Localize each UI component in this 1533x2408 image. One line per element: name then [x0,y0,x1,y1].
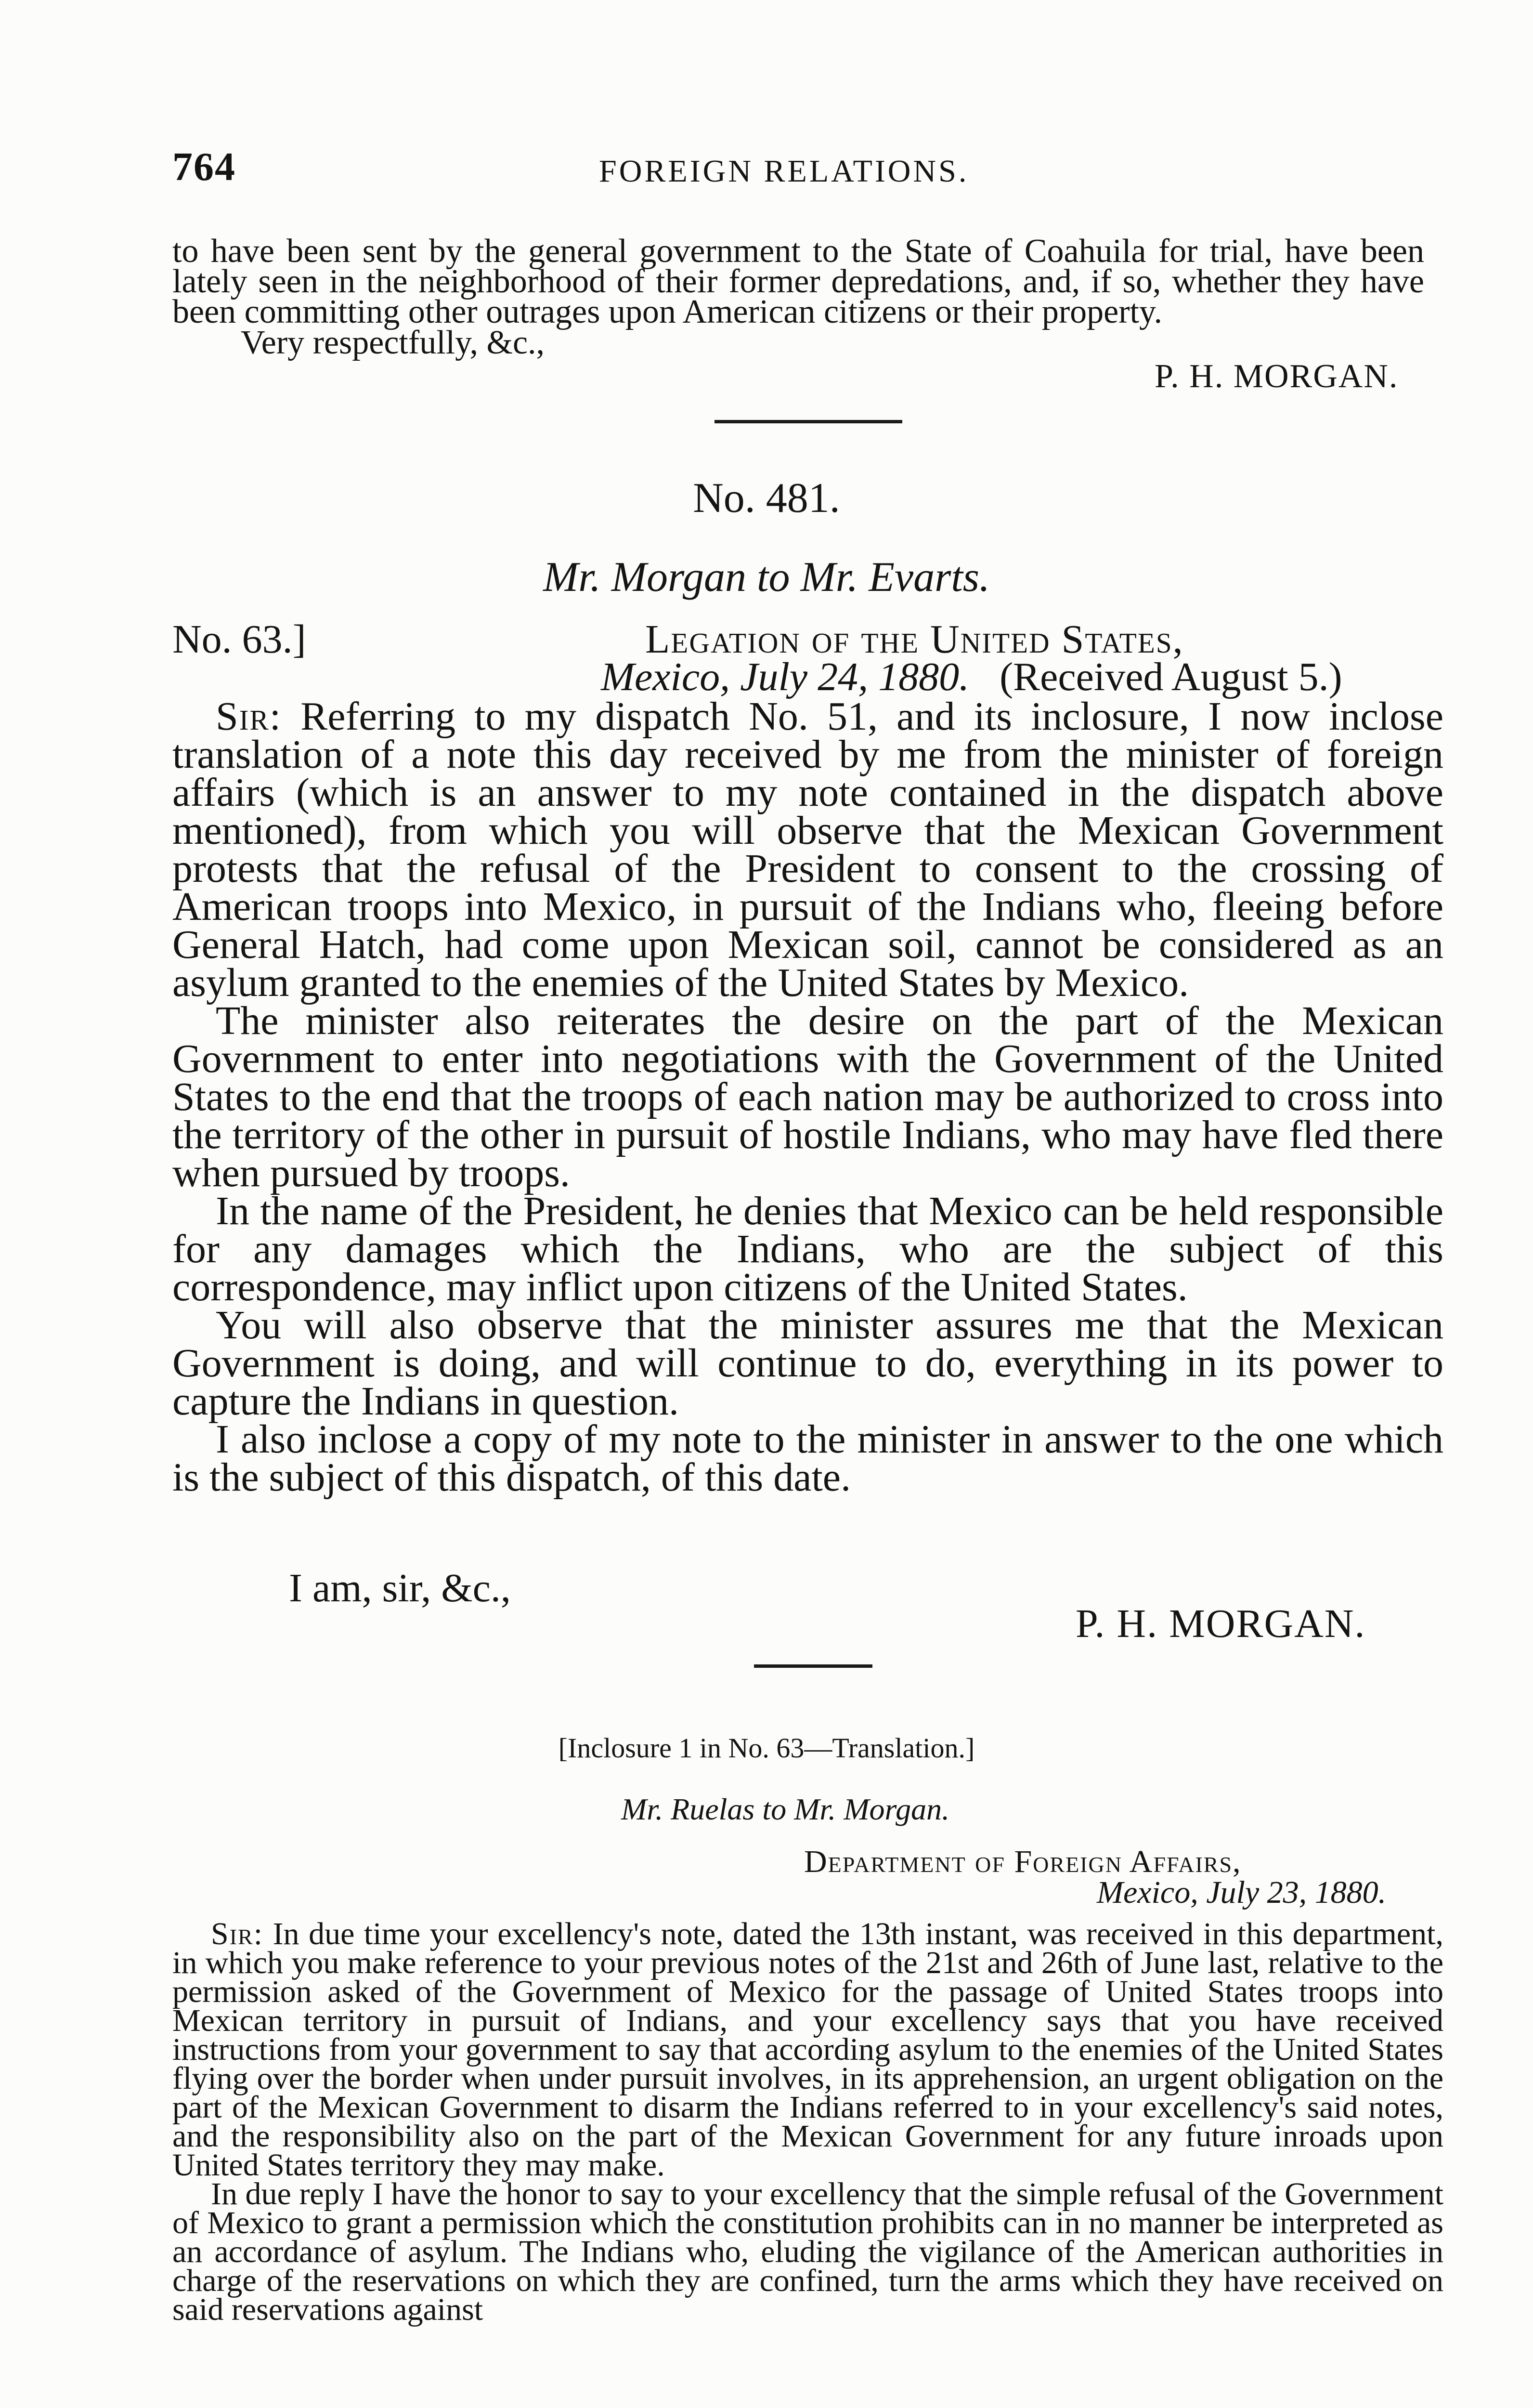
received-note: (Received August 5.) [1000,654,1342,699]
paragraph-text: In due time your excellency's note, dated the 13th instant, was received in this department, in which you make reference to your previous notes of the 21st and 26th of June last, relative to the permission asked of the Government of Mexico for the passage of United States troops into Mexican territory in pursuit of Indians, and your excellency says that you have received instructions from your government to say that according asylum to the enemies of the United States flying over the border when under pursuit involves, in its apprehension, an urgent obligation on the part of the Mexican Government to disarm the Indians referred to in your excellency's said notes, and the responsibility also on the part of the Mexican Government for any future inroads upon United States territory they may make. [172,1916,1443,2183]
inclosure-paragraph: In due reply I have the honor to say to your excellency that the simple refusal of the Government of Mexico to grant a permission which the constitution prohibits can in no manner be interpreted as an accordance of asylum. The Indians who, eluding the vigilance of the American authorities in charge of the reservations on which they are confined, turn the arms which they have received on said reservations against [172,2176,1443,2327]
letter-paragraph: I also inclose a copy of my note to the minister in answer to the one which is the subject of this dispatch, of this date. [172,1417,1443,1500]
closing-line: Very respectfully, &c., [241,324,545,361]
letter-body [172,694,1443,1500]
dispatch-number: No. 63.] [172,617,306,662]
salutation: Sir: [211,1916,264,1951]
department-heading: Department of Foreign Affairs, [804,1844,1242,1879]
inclosure-body [172,1916,1443,2327]
letter-paragraph: You will also observe that the minister assures me that the Mexican Government is doing, and will continue to do, everything in its power to capture the Indians in question. [172,1303,1443,1424]
inclosure-label: [Inclosure 1 in No. 63—Translation.] [558,1732,975,1764]
document-title: Mr. Morgan to Mr. Evarts. [543,554,990,601]
running-title: FOREIGN RELATIONS. [599,154,969,189]
divider [754,1664,872,1668]
legation-heading: Legation of the United States, [645,617,1184,662]
inclosure-place-date: Mexico, July 23, 1880. [1097,1875,1387,1910]
letter-paragraph: The minister also reiterates the desire on the part of the Mexican Government to enter into negotiations with the Government of the United States to the end that the troops of each nation may be authorized to cross into the territory of the other in pursuit of hostile Indians, who may have fled there when pursued by troops. [172,998,1443,1195]
signature: P. H. MORGAN. [1076,1601,1366,1646]
document-number: No. 481. [693,475,840,522]
letter-paragraph: In the name of the President, he denies that Mexico can be held responsible for any damages which the Indians, who are the subject of this correspondence, may inflict upon citizens of the United States. [172,1189,1443,1309]
letter-paragraph [172,694,1443,1005]
page-number: 764 [172,144,236,189]
closing-line: I am, sir, &c., [289,1566,511,1610]
place-date-line [601,654,1342,699]
divider [715,420,902,423]
inclosure-paragraph [172,1916,1443,2183]
continuation-paragraph: to have been sent by the general government to the State of Coahuila for trial, have been lately seen in the neighborhood of their former depredations, and, if so, whether they have been committing other outrages upon American citizens or their property. [172,233,1424,330]
place-date: Mexico, July 24, 1880. [601,654,970,699]
salutation: Sir: [216,694,282,739]
signature: P. H. MORGAN. [1155,358,1399,395]
paragraph-text: Referring to my dispatch No. 51, and its inclosure, I now inclose translation of a note this day received by me from the minister of foreign affairs (which is an answer to my note contained in the dispatch above mentioned), from which you will observe that the Mexican Government protests that the refusal of the President to consent to the crossing of American troops into Mexico, in pursuit of the Indians who, fleeing before General Hatch, had come upon Mexican soil, cannot be considered as an asylum granted to the enemies of the United States by Mexico. [172,694,1443,1005]
inclosure-title: Mr. Ruelas to Mr. Morgan. [621,1792,950,1826]
